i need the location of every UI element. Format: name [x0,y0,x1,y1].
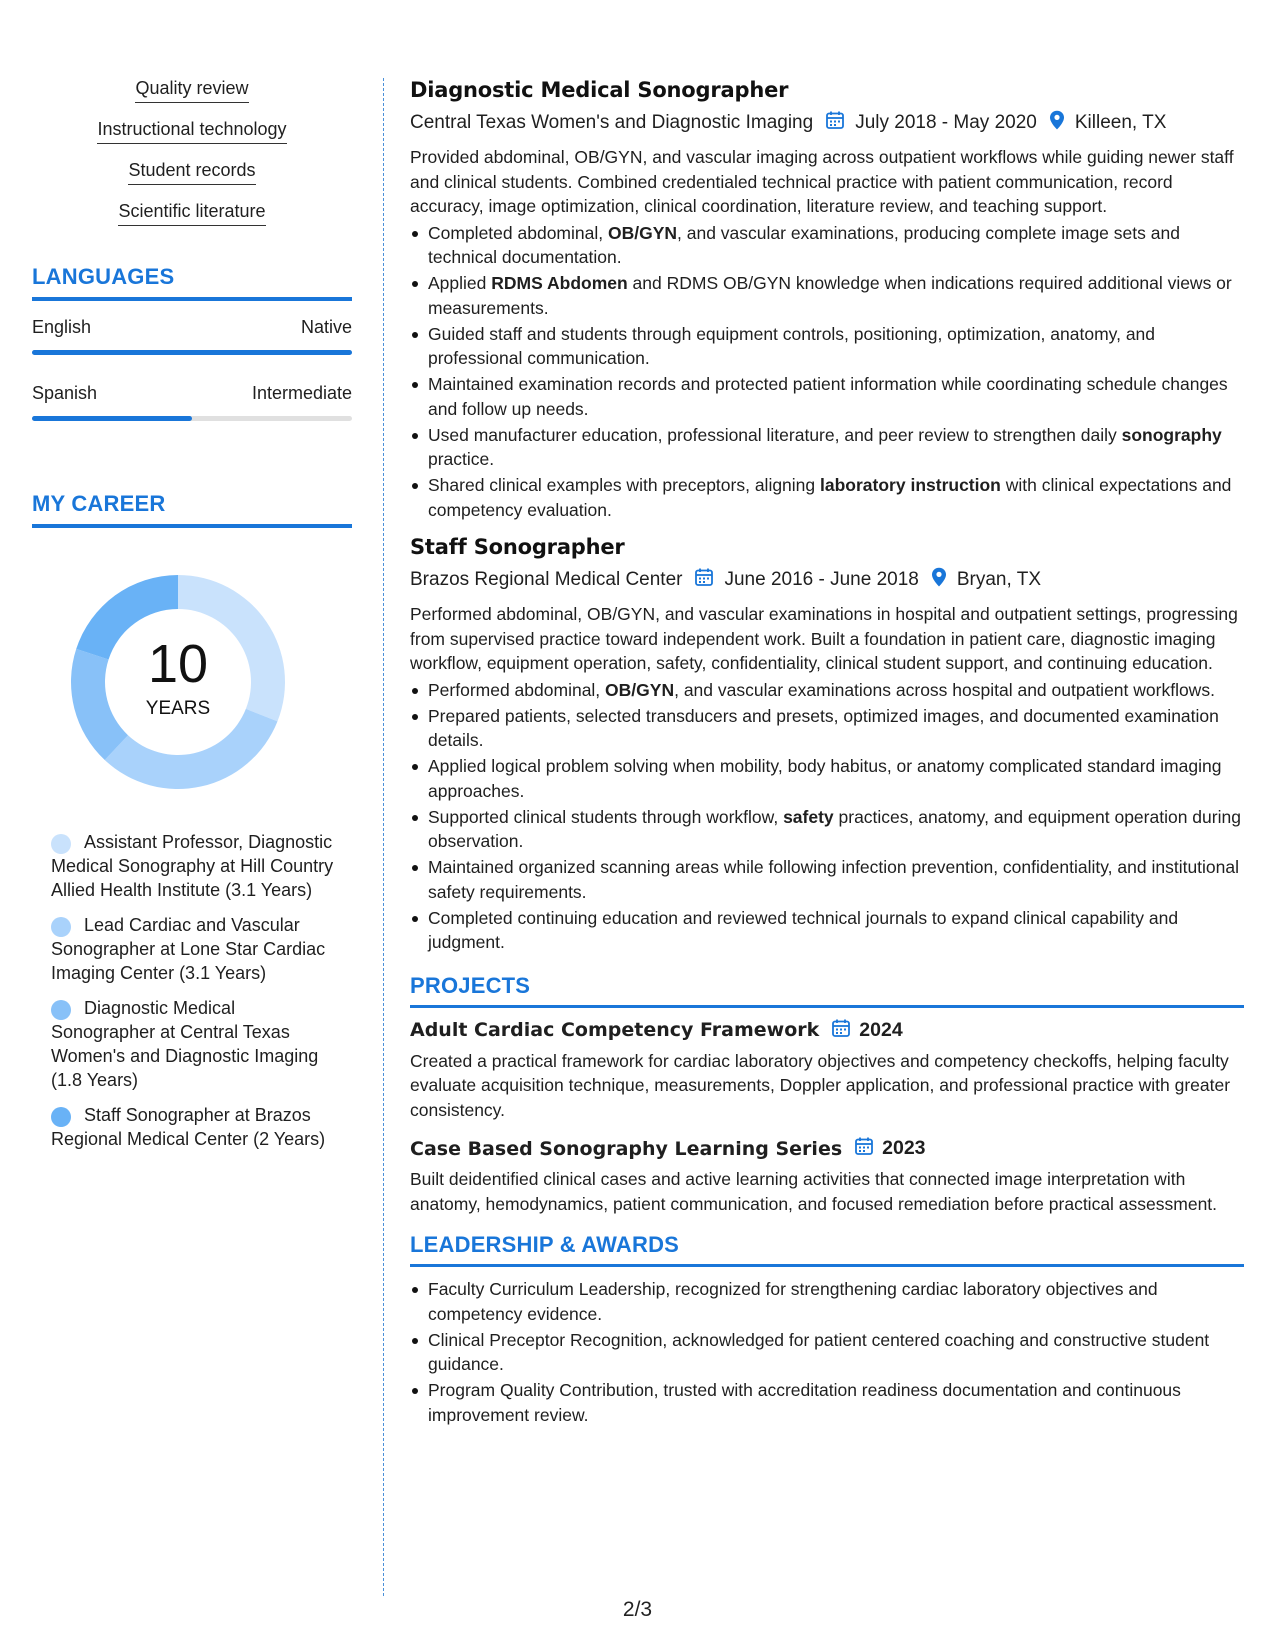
language-bar-fill [32,350,352,355]
job-bullets [410,678,1244,955]
skills-list [32,78,352,226]
list-item: Completed continuing education and reviewed technical journals to expand clinical capability and judgment. [410,906,1244,955]
project-description: Built deidentified clinical cases and active learning activities that connected image interpretation with anatomy, hemodynamics, patient communication, and focused remediation before practical assessment. [410,1169,1218,1214]
languages-section [32,264,352,421]
job-summary: Provided abdominal, OB/GYN, and vascular imaging across outpatient workflows while guiding newer staff and clinical students. Combined credentialed technical practice with patient communication, record accuracy, image optimization, clinical coordination, literature review, and teaching support. [410,147,1234,216]
list-item: Applied logical problem solving when mobility, body habitus, or anatomy complicated standard imaging approaches. [410,754,1244,803]
calendar-icon [831,1018,851,1043]
list-item: Maintained organized scanning areas while following infection prevention, confidentiality, and institutional safety requirements. [410,855,1244,904]
projects-title: PROJECTS [410,972,531,998]
project-description: Created a practical framework for cardiac laboratory objectives and competency checkoffs, helping faculty evaluate acquisition technique, measurements, Doppler application, and professional practice with greater consistency. [410,1050,1231,1120]
job-summary: Performed abdominal, OB/GYN, and vascular examinations in hospital and outpatient settings, progressing from supervised practice toward independent work. Built a foundation in patient care, diagnostic imaging workflow, equipment operation, safety, confidentiality, clinical student support, and continuing education. [410,604,1238,673]
list-item: Prepared patients, selected transducers and presets, optimized images, and documented examination details. [410,704,1244,753]
career-dot [51,917,71,937]
project-year: 2023 [882,1137,926,1159]
experience-entry [410,535,1244,955]
sidebar [32,78,352,1162]
career-dot [51,1000,71,1020]
company-name: Brazos Regional Medical Center [410,569,683,590]
project-entry [410,1018,1244,1123]
language-level: Native [300,317,352,337]
projects-section [410,973,1244,1217]
language-name: Spanish [32,383,98,403]
skill-item: Scientific literature [32,201,352,226]
career-total-unit: YEARS [145,698,211,719]
career-total-number: 10 [147,634,209,694]
project-name: Case Based Sonography Learning Series [410,1137,843,1160]
section-rule [410,1264,1244,1267]
job-title: Diagnostic Medical Sonographer [410,78,789,102]
language-level: Intermediate [251,383,352,403]
project-entry [410,1136,1244,1216]
calendar-icon [825,110,845,136]
leadership-section [410,1232,1244,1427]
career-item: Lead Cardiac and Vascular Sonographer at Lone Star Cardiac Imaging Center (3.1 Years) [51,915,326,983]
location-pin-icon [931,567,947,593]
career-dot [51,834,71,854]
job-location: Killeen, TX [1074,112,1167,133]
skill-item: Quality review [32,78,352,103]
job-location: Bryan, TX [956,569,1041,590]
section-rule [32,524,352,528]
job-title: Staff Sonographer [410,535,625,559]
language-bar [32,416,352,421]
list-item: Faculty Curriculum Leadership, recognized for strengthening cardiac laboratory objectives and competency evidence. [410,1277,1244,1326]
career-item: Assistant Professor, Diagnostic Medical Sonography at Hill Country Allied Health Institute (3.1 Years) [51,832,334,900]
skill-item: Instructional technology [32,119,352,144]
skill-item: Student records [32,160,352,185]
language-row [32,383,352,404]
career-dot [51,1107,71,1127]
list-item: Maintained examination records and protected patient information while coordinating schedule changes and follow up needs. [410,372,1244,421]
list-item: Performed abdominal, OB/GYN, and vascular examinations across hospital and outpatient workflows. [410,678,1244,703]
donut-segment-2 [105,709,278,789]
list-item: Clinical Preceptor Recognition, acknowledged for patient centered coaching and constructive student guidance. [410,1328,1244,1377]
languages-title: LANGUAGES [32,264,175,289]
career-item: Diagnostic Medical Sonographer at Central Texas Women's and Diagnostic Imaging (1.8 Years) [51,998,319,1090]
job-meta [410,110,1244,136]
career-item: Staff Sonographer at Brazos Regional Medical Center (2 Years) [51,1105,326,1149]
job-dates: July 2018 - May 2020 [855,112,1037,133]
job-dates: June 2016 - June 2018 [724,569,919,590]
career-list [51,830,341,1151]
list-item: Guided staff and students through equipment controls, positioning, optimization, anatomy, and professional communication. [410,322,1244,371]
company-name: Central Texas Women's and Diagnostic Imaging [410,112,814,133]
project-title-row [410,1018,1244,1043]
main-content [410,78,1244,1429]
project-year: 2024 [859,1018,903,1041]
experience-entry [410,78,1244,522]
career-section [32,491,352,1151]
language-row [32,317,352,338]
language-bar [32,350,352,355]
list-item: Supported clinical students through workflow, safety practices, anatomy, and equipment operation during observation. [410,805,1244,854]
job-meta [410,567,1244,593]
project-name: Adult Cardiac Competency Framework [410,1019,820,1041]
career-title: MY CAREER [32,491,166,516]
job-bullets [410,221,1244,523]
leadership-title: LEADERSHIP & AWARDS [410,1232,680,1257]
column-divider [383,78,384,1596]
list-item: Program Quality Contribution, trusted with accreditation readiness documentation and continuous improvement review. [410,1378,1244,1427]
career-donut-chart [66,570,290,794]
leadership-bullets [410,1277,1244,1427]
calendar-icon [694,567,714,593]
location-pin-icon [1049,110,1065,136]
calendar-icon [854,1136,874,1161]
list-item: Used manufacturer education, professional literature, and peer review to strengthen daily sonography practice. [410,423,1244,472]
section-rule [32,297,352,301]
section-rule [410,1005,1244,1008]
list-item: Shared clinical examples with preceptors, aligning laboratory instruction with clinical expectations and competency evaluation. [410,473,1244,522]
list-item: Completed abdominal, OB/GYN, and vascular examinations, producing complete image sets and technical documentation. [410,221,1244,270]
list-item: Applied RDMS Abdomen and RDMS OB/GYN knowledge when indications required additional views or measurements. [410,271,1244,320]
language-name: English [32,317,92,337]
project-title-row [410,1136,1244,1161]
language-bar-fill [32,416,192,421]
page-number: 2/3 [622,1598,653,1621]
